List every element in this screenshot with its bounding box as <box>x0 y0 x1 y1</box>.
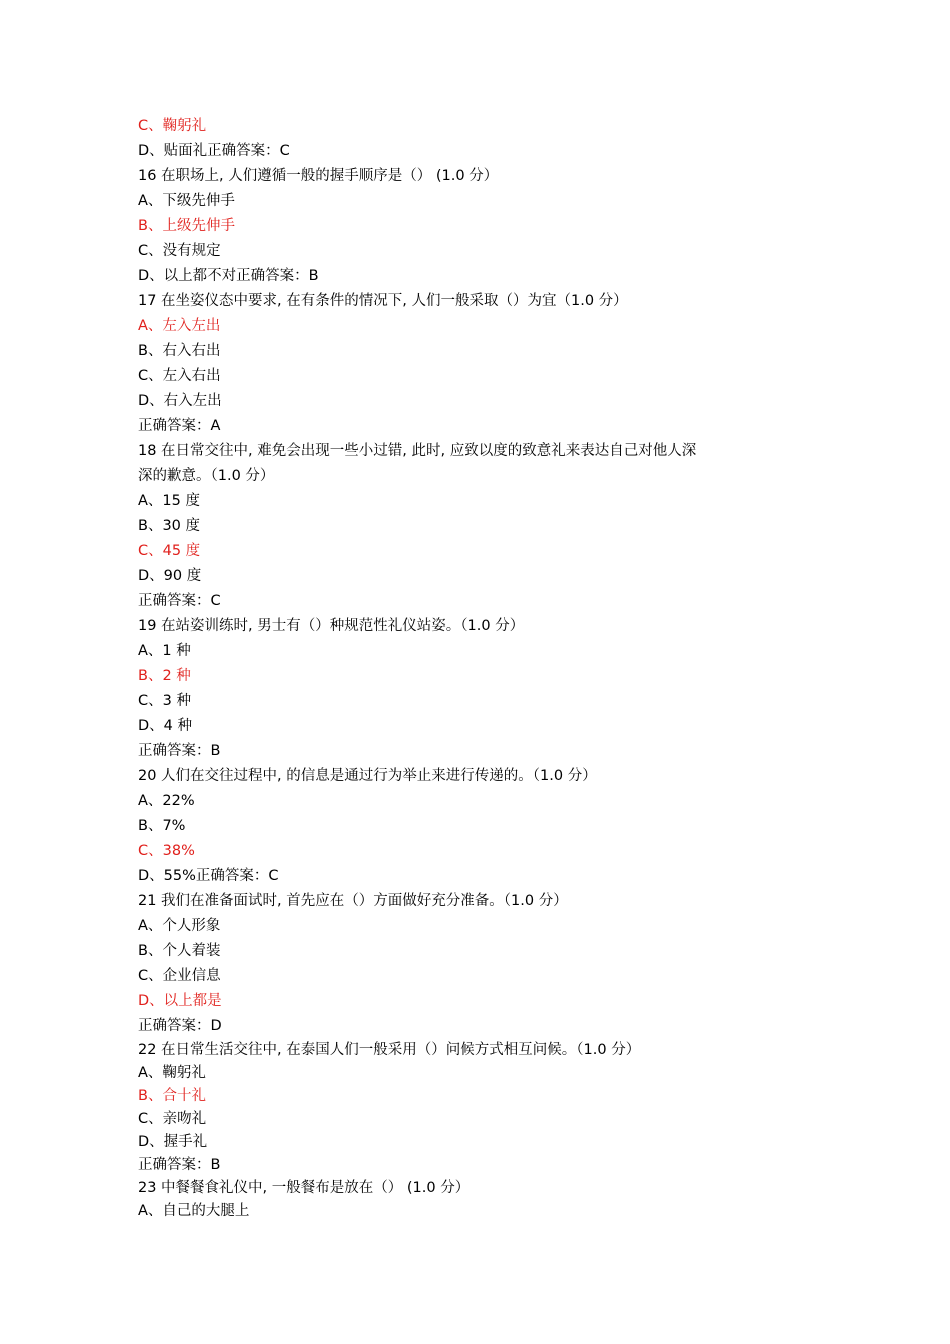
question-text: 19 在站姿训练时, 男士有（）种规范性礼仪站姿。（1.0 分） <box>138 618 525 634</box>
answer-option: A、个人形象 <box>138 918 221 934</box>
correct-option: A、左入左出 <box>138 318 221 334</box>
correct-answer-line: 正确答案：C <box>138 593 221 609</box>
question-text: 20 人们在交往过程中, 的信息是通过行为举止来进行传递的。（1.0 分） <box>138 768 597 784</box>
correct-answer-line: 正确答案：B <box>138 1157 221 1173</box>
document-body <box>138 114 778 1223</box>
correct-option: D、以上都是 <box>138 993 222 1009</box>
question-text: 16 在职场上, 人们遵循一般的握手顺序是（） (1.0 分） <box>138 168 499 184</box>
question-text: 23 中餐餐食礼仪中, 一般餐布是放在（） (1.0 分） <box>138 1180 470 1196</box>
correct-answer-line: 正确答案：D <box>138 1018 222 1034</box>
answer-option: A、鞠躬礼 <box>138 1065 206 1081</box>
answer-option: D、右入左出 <box>138 393 222 409</box>
question-text: 17 在坐姿仪态中要求, 在有条件的情况下, 人们一般采取（）为宜（1.0 分） <box>138 293 628 309</box>
answer-option: A、1 种 <box>138 643 191 659</box>
answer-option: D、贴面礼正确答案：C <box>138 143 290 159</box>
answer-option: A、自己的大腿上 <box>138 1203 250 1219</box>
answer-option: C、没有规定 <box>138 243 221 259</box>
answer-option: B、7% <box>138 818 186 834</box>
answer-option: A、下级先伸手 <box>138 193 235 209</box>
question-text-continued: 深的歉意。（1.0 分） <box>138 468 275 484</box>
answer-option: C、3 种 <box>138 693 191 709</box>
correct-option: B、合十礼 <box>138 1088 206 1104</box>
answer-option: C、左入右出 <box>138 368 221 384</box>
answer-option: D、以上都不对正确答案：B <box>138 268 319 284</box>
correct-option: C、38% <box>138 843 195 859</box>
answer-option: B、右入右出 <box>138 343 221 359</box>
correct-option: C、45 度 <box>138 543 201 559</box>
correct-answer-line: 正确答案：A <box>138 418 221 434</box>
correct-answer-line: 正确答案：B <box>138 743 221 759</box>
correct-option: B、2 种 <box>138 668 191 684</box>
answer-option: D、90 度 <box>138 568 202 584</box>
answer-option: A、15 度 <box>138 493 200 509</box>
answer-option: D、4 种 <box>138 718 192 734</box>
answer-option: B、30 度 <box>138 518 201 534</box>
answer-option: D、55%正确答案：C <box>138 868 279 884</box>
question-text: 22 在日常生活交往中, 在泰国人们一般采用（）问候方式相互问候。（1.0 分） <box>138 1042 641 1058</box>
answer-option: D、握手礼 <box>138 1134 208 1150</box>
answer-option: C、企业信息 <box>138 968 221 984</box>
correct-option: B、上级先伸手 <box>138 218 235 234</box>
question-text: 18 在日常交往中, 难免会出现一些小过错, 此时, 应致以度的致意礼来表达自己对他人深 <box>138 443 697 459</box>
answer-option: B、个人着装 <box>138 943 221 959</box>
question-text: 21 我们在准备面试时, 首先应在（）方面做好充分准备。（1.0 分） <box>138 893 568 909</box>
answer-option: C、亲吻礼 <box>138 1111 207 1127</box>
correct-option: C、鞠躬礼 <box>138 118 207 134</box>
answer-option: A、22% <box>138 793 195 809</box>
